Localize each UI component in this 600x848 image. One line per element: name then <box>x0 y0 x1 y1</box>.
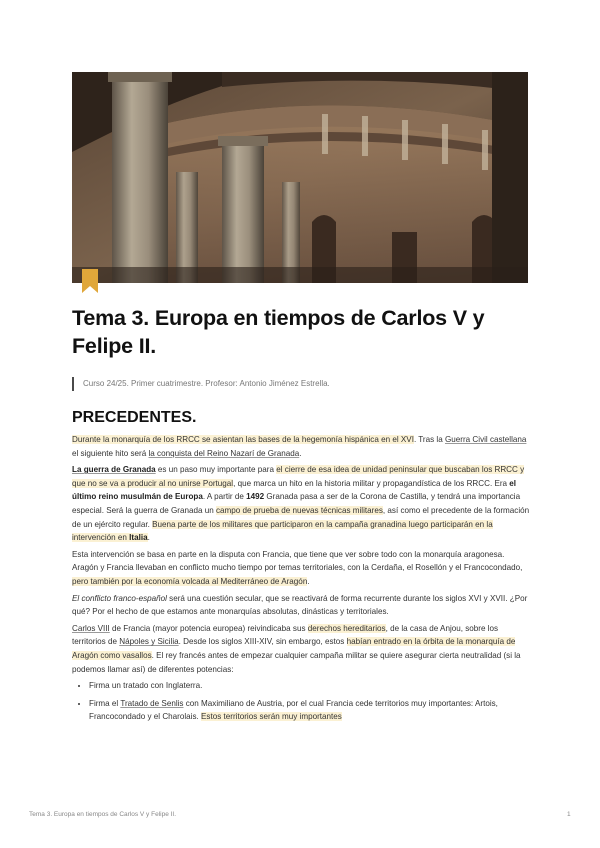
paragraph-3 <box>72 548 532 589</box>
highlight: derechos hereditarios <box>307 623 386 633</box>
underlined-term: Nápoles y Sicilia <box>119 637 179 647</box>
underlined-term: Tratado de Senlis <box>120 698 184 708</box>
bold-term: 1492 <box>246 492 265 502</box>
text: , así como el precedente de la formación de un ejército regular. <box>72 505 530 529</box>
list-item <box>89 697 532 724</box>
bookmark-icon <box>82 269 98 293</box>
page-number: 1 <box>567 811 571 818</box>
text: Granada pasa a ser de la Corona de Castilla, y tendrá una importancia especial. Será la guerra de Granada un <box>72 492 521 515</box>
highlight: Estos territorios serán muy importantes <box>201 712 342 722</box>
paragraph-4 <box>72 592 532 619</box>
text: . A partir de <box>202 492 247 502</box>
highlight: campo de prueba de nuevas técnicas militares <box>215 505 383 515</box>
text: con Maximiliano de Austria, por el cual Francia cede territorios muy importantes: Artois, Francocondado y el Charolais. <box>89 698 498 722</box>
highlight: el cierre de esa idea de unidad peninsular que buscaban los RRCC y que no se va a producir al no unirse Portugal <box>72 465 525 488</box>
paragraph-1 <box>72 433 532 460</box>
text: . <box>307 576 310 586</box>
bullet-list <box>72 679 532 724</box>
text: , que marca un hito en la historia militar y propagandística de los RRCC. Era <box>233 478 510 488</box>
text: Firma el <box>89 698 121 708</box>
list-item: • Firma un tratado con Inglaterra. <box>89 679 532 693</box>
text: es un paso muy importante para <box>155 465 277 475</box>
text: será una cuestión secular, que se reactivará de forma recurrente durante los siglos XVI y XVII. ¿Por qué? Por el hecho de que estamos ante monarquías absolutas, dinásticas y territoriales. <box>72 593 528 617</box>
section-heading: PRECEDENTES. <box>72 409 197 426</box>
text: . <box>147 533 150 543</box>
underlined-term: la conquista del Reino Nazarí de Granada <box>148 448 300 458</box>
course-info-quote: Curso 24/25. Primer cuatrimestre. Profesor: Antonio Jiménez Estrella. <box>72 377 330 391</box>
bold-highlight: Italia <box>129 533 148 543</box>
text: , de la casa de Anjou, sobre los territorios de <box>72 623 499 647</box>
text: . <box>299 448 302 458</box>
text: . El rey francés antes de empezar cualquier campaña militar se quiere asegurar cierta neutralidad (si la podemos llamar así) de diferentes potencias: <box>72 650 521 674</box>
italic-term: El conflicto franco-español <box>72 593 167 603</box>
highlight: habían entrado en la órbita de la monarquía de Aragón como vasallos <box>72 637 516 660</box>
underlined-term: Guerra Civil castellana <box>444 435 527 444</box>
text: . Tras la <box>413 435 445 444</box>
text: de Francia (mayor potencia europea) reivindicaba sus <box>109 623 308 633</box>
cover-image <box>72 72 528 283</box>
highlight: Buena parte de los militares que participaron en la campaña granadina luego participarán en la intervención en <box>72 519 493 543</box>
paragraph-2 <box>72 463 532 545</box>
bold-underlined-term: La guerra de Granada <box>72 465 156 475</box>
highlight: Durante la monarquía de los RRCC se asientan las bases de la hegemonía hispánica en el XVI <box>72 435 414 444</box>
text: . Desde los siglos XIII-XIV, sin embargo, estos <box>178 637 347 647</box>
footer-title: Tema 3. Europa en tiempos de Carlos V y Felipe II. <box>29 811 177 818</box>
highlight: pero también por la economía volcada al Mediterráneo de Aragón <box>72 576 308 586</box>
text: el siguiente hito será <box>72 448 149 458</box>
bold-term: el último reino musulmán de Europa <box>72 478 517 502</box>
text: Esta intervención se basa en parte en la disputa con Francia, que tiene que ver sobre todo con la monarquía aragonesa. Aragón y Francia llevaban en conflicto mucho tiempo por temas territoriales, con la Cerdaña, el Rosellón y el Francocondado, <box>72 549 523 573</box>
document-body <box>72 433 532 728</box>
paragraph-5 <box>72 622 532 676</box>
underlined-term: Carlos VIII <box>72 623 110 633</box>
page-title: Tema 3. Europa en tiempos de Carlos V y Felipe II. <box>72 306 485 358</box>
